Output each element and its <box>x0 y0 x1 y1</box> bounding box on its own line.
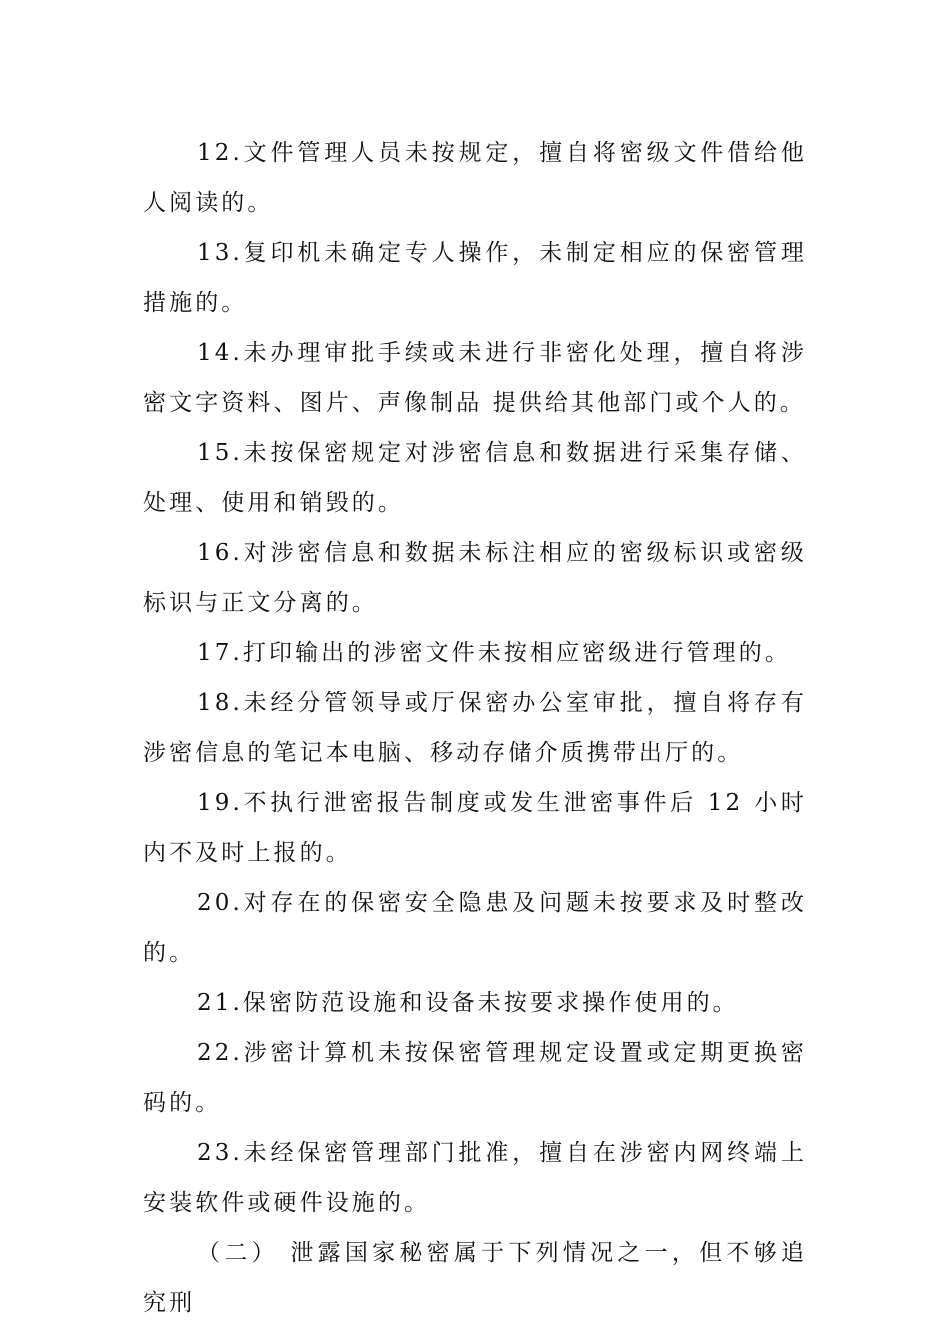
paragraph-item-15: 15.未按保密规定对涉密信息和数据进行采集存储、处理、使用和销毁的。 <box>143 440 807 516</box>
paragraph-item-16: 16.对涉密信息和数据未标注相应的密级标识或密级标识与正文分离的。 <box>143 540 807 616</box>
section-heading-2: （二） 泄露国家秘密属于下列情况之一，但不够追究刑 <box>143 1240 807 1316</box>
paragraph-item-17: 17.打印输出的涉密文件未按相应密级进行管理的。 <box>197 640 791 666</box>
paragraph-item-21: 21.保密防范设施和设备未按要求操作使用的。 <box>197 990 739 1016</box>
paragraph-item-18: 18.未经分管领导或厅保密办公室审批，擅自将存有涉密信息的笔记本电脑、移动存储介质携带出厅的。 <box>143 690 807 766</box>
paragraph-item-22: 22.涉密计算机未按保密管理规定设置或定期更换密码的。 <box>143 1040 807 1116</box>
paragraph-item-13: 13.复印机未确定专人操作，未制定相应的保密管理措施的。 <box>143 240 807 316</box>
paragraph-item-12: 12.文件管理人员未按规定，擅自将密级文件借给他人阅读的。 <box>143 140 807 216</box>
document-body <box>143 128 807 1328</box>
paragraph-item-14: 14.未办理审批手续或未进行非密化处理，擅自将涉密文字资料、图片、声像制品 提供给其他部门或个人的。 <box>143 340 807 416</box>
paragraph-item-20: 20.对存在的保密安全隐患及问题未按要求及时整改的。 <box>143 890 807 966</box>
paragraph-item-19: 19.不执行泄密报告制度或发生泄密事件后 12 小时内不及时上报的。 <box>143 790 807 866</box>
paragraph-item-23: 23.未经保密管理部门批准，擅自在涉密内网终端上安装软件或硬件设施的。 <box>143 1140 807 1216</box>
